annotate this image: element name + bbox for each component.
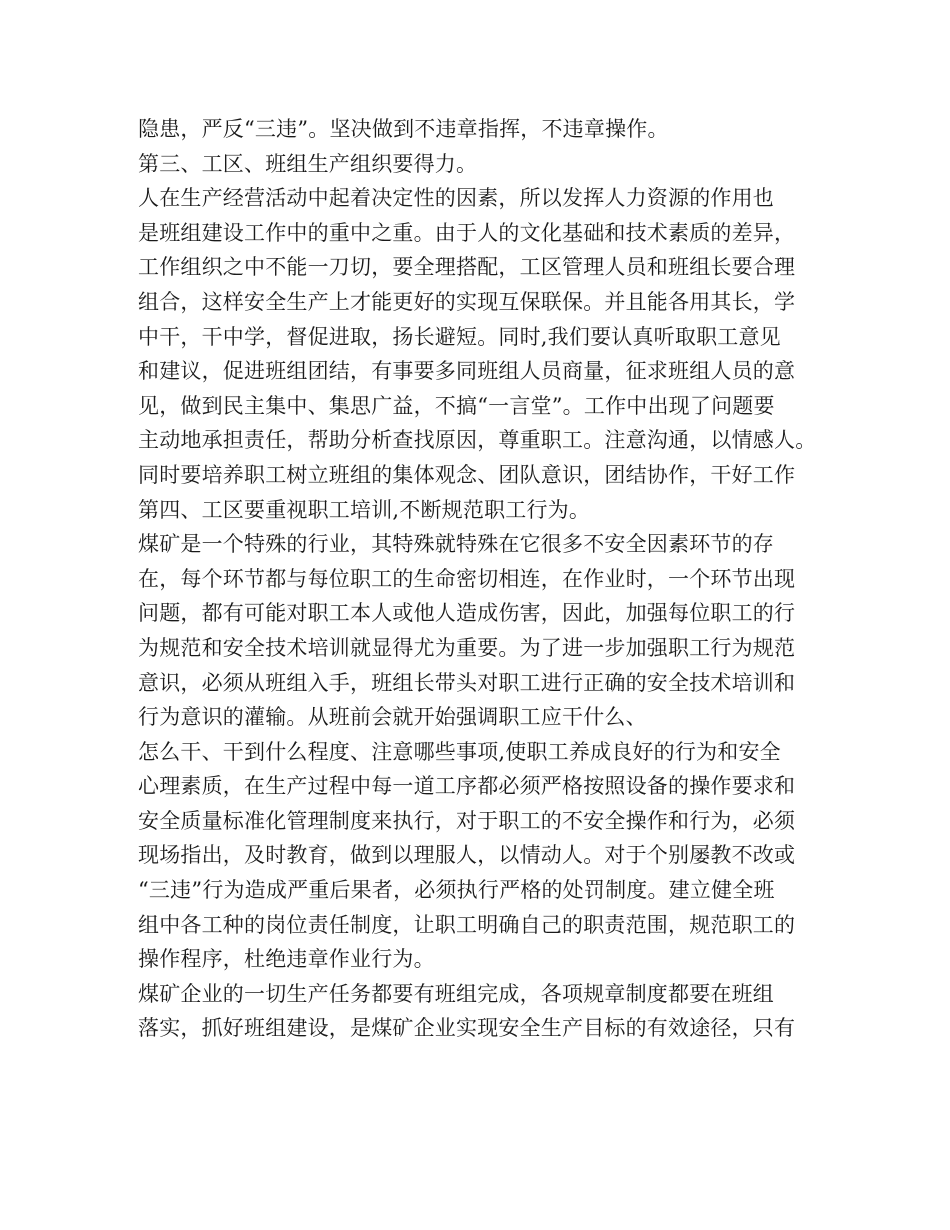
text-line: 是班组建设工作中的重中之重。由于人的文化基础和技术素质的差异， bbox=[138, 220, 796, 245]
text-line: 同时要培养职工树立班组的集体观念、团队意识，团结协作，干好工作 bbox=[138, 462, 796, 487]
text-line: 落实，抓好班组建设，是煤矿企业实现安全生产目标的有效途径，只有 bbox=[138, 1016, 796, 1041]
text-line: 在，每个环节都与每位职工的生命密切相连，在作业时，一个环节出现 bbox=[138, 566, 796, 591]
text-line: “三违”行为造成严重后果者，必须执行严格的处罚制度。建立健全班 bbox=[138, 878, 775, 903]
text-line: 组中各工种的岗位责任制度，让职工明确自己的职责范围，规范职工的 bbox=[138, 912, 796, 937]
text-line: 行为意识的灌输。从班前会就开始强调职工应干什么、 bbox=[138, 705, 647, 730]
section-heading: 第三、工区、班组生产组织要得力。 bbox=[138, 151, 478, 176]
text-line: 怎么干、干到什么程度、注意哪些事项,使职工养成良好的行为和安全 bbox=[138, 739, 781, 764]
text-line: 意识，必须从班组入手，班组长带头对职工进行正确的安全技术培训和 bbox=[138, 670, 796, 695]
text-line: 中干，干中学，督促进取，扬长避短。同时,我们要认真听取职工意见 bbox=[138, 324, 781, 349]
text-line: 和建议，促进班组团结，有事要多同班组人员商量，征求班组人员的意 bbox=[138, 359, 796, 384]
section-heading: 第四、工区要重视职工培训,不断规范职工行为。 bbox=[138, 497, 591, 522]
text-line: 煤矿是一个特殊的行业，其特殊就特殊在它很多不安全因素环节的存 bbox=[138, 532, 774, 557]
text-line: 安全质量标准化管理制度来执行，对于职工的不安全操作和行为，必须 bbox=[138, 808, 796, 833]
text-line: 为规范和安全技术培训就显得尤为重要。为了进一步加强职工行为规范 bbox=[138, 635, 796, 660]
document-body bbox=[138, 112, 828, 1046]
text-line: 人在生产经营活动中起着决定性的因素，所以发挥人力资源的作用也 bbox=[138, 186, 774, 211]
text-line: 心理素质，在生产过程中每一道工序都必须严格按照设备的操作要求和 bbox=[138, 774, 796, 799]
text-line: 见，做到民主集中、集思广益，不搞“一言堂”。工作中出现了问题要 bbox=[138, 393, 775, 418]
text-line: 现场指出，及时教育，做到以理服人，以情动人。对于个别屡教不改或 bbox=[138, 843, 796, 868]
text-line: 工作组织之中不能一刀切，要全理搭配，工区管理人员和班组长要合理 bbox=[138, 255, 796, 280]
text-line: 问题，都有可能对职工本人或他人造成伤害，因此，加强每位职工的行 bbox=[138, 601, 796, 626]
text-line: 隐患，严反“三违”。坚决做到不违章指挥，不违章操作。 bbox=[138, 117, 669, 141]
text-line: 操作程序，杜绝违章作业行为。 bbox=[138, 947, 435, 972]
text-line: 主动地承担责任，帮助分析查找原因，尊重职工。注意沟通，以情感人。 bbox=[138, 428, 817, 453]
text-line: 煤矿企业的一切生产任务都要有班组完成，各项规章制度都要在班组 bbox=[138, 981, 774, 1006]
text-line: 组合，这样安全生产上才能更好的实现互保联保。并且能各用其长，学 bbox=[138, 289, 796, 314]
